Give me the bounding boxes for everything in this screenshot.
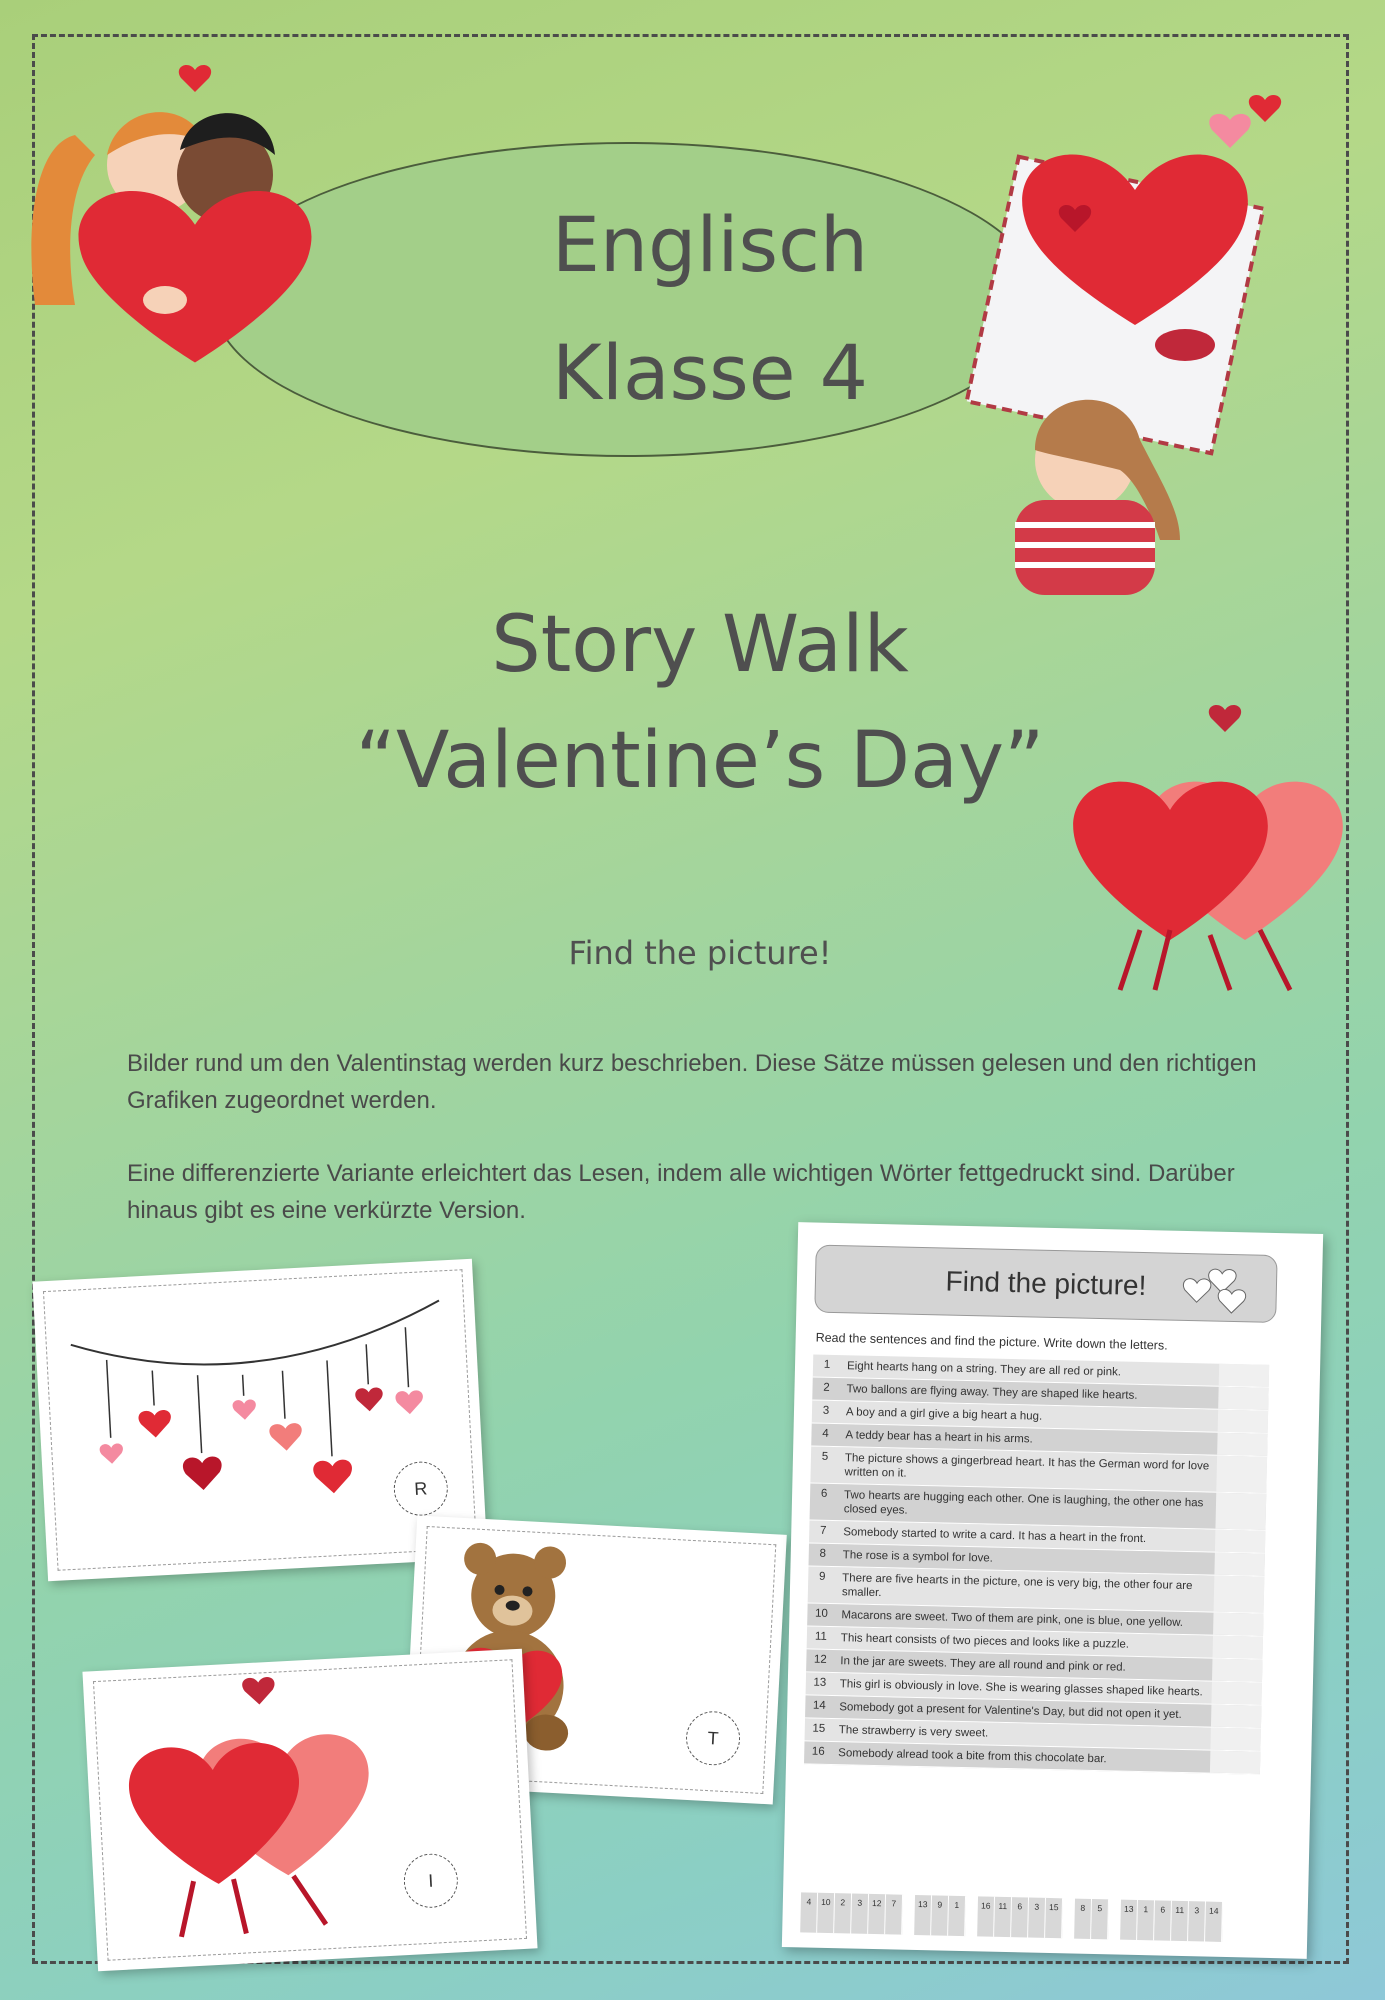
card-letter-i: I: [402, 1852, 459, 1909]
answer-cell: [1214, 1576, 1265, 1613]
answer-number: 1: [1137, 1900, 1155, 1940]
hugging-hearts-illustration: [1060, 700, 1360, 1010]
answer-cell: [1218, 1387, 1268, 1410]
answer-cell: [1211, 1682, 1261, 1705]
answer-number: 8: [1074, 1899, 1092, 1939]
worksheet-preview: [782, 1222, 1323, 1959]
row-sentence: A boy and a girl give a big heart a hug.: [845, 1406, 1043, 1423]
answer-cell: [1211, 1705, 1261, 1728]
row-number: 12: [813, 1653, 827, 1666]
answer-cell: [1210, 1728, 1260, 1751]
row-number: 10: [814, 1607, 828, 1620]
answer-cell: [1215, 1493, 1266, 1530]
worksheet-sentence-table: [804, 1355, 1269, 1775]
answer-group: [914, 1895, 966, 1936]
answer-number: 14: [1205, 1902, 1223, 1942]
row-sentence: Somebody alread took a bite from this chocolate bar.: [838, 1747, 1107, 1766]
answer-number: 11: [994, 1897, 1012, 1937]
answer-number: 13: [1120, 1900, 1138, 1940]
description-paragraph-2: Eine differenzierte Variante erleichtert das Lesen, indem alle wichtigen Wörter fettgedruckt sind. Darüber hinaus gibt es eine verkürzte Version.: [127, 1160, 1235, 1224]
answer-cell: [1219, 1364, 1269, 1387]
answer-group: [1120, 1900, 1223, 1942]
card-letter-t: T: [685, 1710, 742, 1767]
worksheet-title-text: Find the picture!: [945, 1265, 1147, 1302]
answer-number: 15: [1045, 1898, 1063, 1938]
answer-group: [1074, 1899, 1109, 1940]
row-number: 3: [822, 1404, 830, 1417]
answer-number: 6: [1154, 1900, 1172, 1940]
row-number: 15: [812, 1722, 826, 1735]
answer-number: 3: [1028, 1898, 1046, 1938]
answer-number: 3: [1188, 1901, 1206, 1941]
answer-number: 16: [977, 1896, 995, 1936]
description-paragraph-1: Bilder rund um den Valentinstag werden kurz beschrieben. Diese Sätze müssen gelesen und den richtigen Grafiken zugeordnet werden.: [127, 1050, 1257, 1114]
find-picture-subtitle: Find the picture!: [568, 934, 832, 972]
picture-card-hugging-hearts: [82, 1649, 537, 1972]
answer-number: 13: [914, 1895, 932, 1935]
row-number: 5: [821, 1450, 829, 1463]
row-number: 6: [820, 1487, 828, 1500]
row-sentence: Somebody started to write a card. It has a heart in the front.: [843, 1526, 1147, 1546]
row-sentence: Two ballons are flying away. They are shaped like hearts.: [846, 1383, 1138, 1402]
answer-number: 3: [851, 1894, 869, 1934]
couple-heart-illustration: [15, 55, 315, 375]
answer-cell: [1210, 1751, 1260, 1774]
answer-number: 6: [1011, 1897, 1029, 1937]
answer-number: 2: [834, 1893, 852, 1933]
row-sentence: The rose is a symbol for love.: [842, 1549, 994, 1565]
row-number: 2: [823, 1381, 830, 1394]
valentines-day-title: “Valentine’s Day”: [355, 716, 1045, 806]
row-sentence: The strawberry is very sweet.: [838, 1724, 989, 1740]
answer-number: 10: [817, 1893, 835, 1933]
row-number: 4: [822, 1427, 829, 1440]
answer-cell: [1213, 1613, 1263, 1636]
answer-cell: [1217, 1433, 1267, 1456]
worksheet-hearts-icon: [1176, 1263, 1257, 1315]
grade-title: Klasse 4: [552, 328, 868, 417]
worksheet-answer-boxes: [800, 1892, 1261, 1942]
row-sentence: Two hearts are hugging each other. One is laughing, the other one has closed eyes.: [843, 1489, 1204, 1517]
row-sentence: Eight hearts hang on a string. They are all red or pink.: [846, 1360, 1122, 1379]
row-sentence: A teddy bear has a heart in his arms.: [845, 1429, 1033, 1446]
answer-number: 4: [800, 1892, 818, 1932]
story-walk-title: Story Walk: [491, 600, 909, 690]
answer-group: [977, 1896, 1063, 1938]
row-number: 11: [814, 1630, 827, 1643]
hugging-hearts-icon: [113, 1666, 397, 1950]
answer-cell: [1216, 1456, 1267, 1493]
envelope-girl-illustration: [975, 80, 1315, 600]
answer-cell: [1215, 1530, 1265, 1553]
row-number: 1: [823, 1358, 831, 1371]
row-sentence: There are five hearts in the picture, one is very big, the other four are smaller.: [841, 1572, 1193, 1600]
row-number: 7: [819, 1524, 827, 1537]
answer-number: 11: [1171, 1901, 1189, 1941]
row-sentence: This heart consists of two pieces and looks like a puzzle.: [840, 1632, 1130, 1651]
subject-title: Englisch: [551, 200, 869, 289]
row-sentence: This girl is obviously in love. She is wearing glasses shaped like hearts.: [839, 1678, 1203, 1699]
row-number: 9: [818, 1570, 826, 1583]
answer-number: 12: [868, 1894, 886, 1934]
answer-number: 1: [948, 1896, 966, 1936]
row-sentence: In the jar are sweets. They are all round and pink or red.: [840, 1655, 1126, 1674]
row-number: 8: [819, 1547, 827, 1560]
row-number: 13: [813, 1676, 827, 1689]
answer-cell: [1213, 1636, 1263, 1659]
answer-cell: [1218, 1410, 1268, 1433]
answer-number: 9: [931, 1895, 949, 1935]
answer-group: [800, 1892, 903, 1934]
answer-number: 7: [885, 1894, 903, 1934]
row-sentence: Somebody got a present for Valentine's Day, but did not open it yet.: [839, 1701, 1182, 1721]
answer-number: 5: [1091, 1899, 1109, 1939]
answer-cell: [1212, 1659, 1262, 1682]
row-number: 16: [811, 1745, 825, 1758]
answer-cell: [1214, 1553, 1264, 1576]
row-sentence: The picture shows a gingerbread heart. It has the German word for love written on it.: [844, 1452, 1210, 1480]
worksheet-instruction: Read the sentences and find the picture. Write down the letters.: [815, 1330, 1168, 1353]
row-sentence: Macarons are sweet. Two of them are pink, one is blue, one yellow.: [841, 1609, 1184, 1629]
card-letter-r: R: [392, 1460, 449, 1517]
row-number: 14: [812, 1699, 826, 1712]
